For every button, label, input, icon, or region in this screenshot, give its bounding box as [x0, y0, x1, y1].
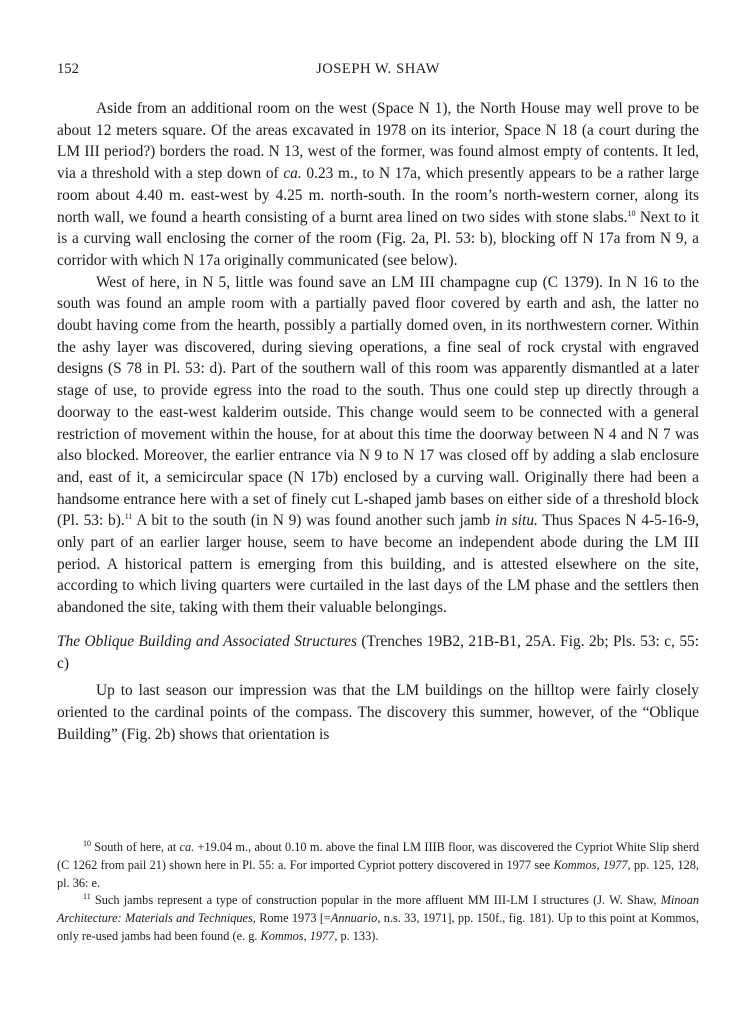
italic-text: ca. — [179, 840, 195, 854]
section-heading — [57, 631, 699, 674]
text-run: Rome 1973 [= — [255, 911, 331, 926]
footnote-10 — [57, 839, 699, 892]
footnote-11 — [57, 892, 699, 945]
footnote-ref: 11 — [83, 892, 91, 902]
page-header — [57, 61, 699, 83]
text-run: Up to last season our impression was that the LM buildings on the hilltop were fairly closely oriented to the cardinal points of the compass. The discovery this summer, however, of the “Oblique Building” (Fig. 2b) shows that orientation is — [57, 682, 699, 743]
text-run: Next to it is a curving wall enclosing the corner of the room (Fig. 2a, Pl. 53: b), blocking off N 17a from N 9, a corridor with which N 17a originally communicated (see below). — [57, 208, 699, 269]
italic-text: The Oblique Building and Associated Structures — [57, 632, 357, 650]
paragraph-3 — [57, 680, 699, 745]
footnotes — [57, 839, 699, 946]
text-run: +19.04 m., about 0.10 m. above the final LM IIIB floor, was discovered the Cypriot White Slip sherd (C 1262 from pail 21) shown here in Pl. 55: a. For imported Cypriot pottery discovered in 1977 see — [57, 840, 699, 872]
body-text — [57, 98, 699, 745]
text-run: Such jambs represent a type of construction popular in the more affluent MM III-LM I structures (J. W. Shaw, — [90, 893, 661, 908]
italic-text: in situ. — [495, 512, 538, 530]
text-run: p. 133). — [337, 928, 379, 943]
footnote-ref: 11 — [124, 512, 133, 522]
paragraph-1 — [57, 98, 699, 272]
text-run: (Trenches 19B2, 21B-B1, 25A. Fig. 2b; Pls. 53: c, 55: c) — [57, 632, 699, 672]
italic-text: Annuario, — [330, 911, 381, 926]
footnote-ref: 10 — [627, 208, 636, 218]
text-run: n.s. 33, 1971], pp. 150f., fig. 181). Up to this point at Kommos, only re-used jambs had been found (e. g. — [57, 911, 699, 943]
page-number: 152 — [57, 61, 79, 77]
text-run: 0.23 m., to N 17a, which presently appears to be a rather large room about 4.40 m. east-west by 4.25 m. north-south. In the room’s north-western corner, along its north wall, we found a hearth consisting of a burnt area lined on two sides with stone slabs. — [57, 165, 699, 226]
text-run: Thus Spaces N 4-5-16-9, only part of an earlier larger house, seem to have become an independent abode during the LM III period. A historical pattern is emerging from this building, and is attested elsewhere on the site, according to which living quarters were curtailed in the last days of the LM phase and the settlers then abandoned the site, taking with them their valuable belongings. — [57, 512, 700, 617]
italic-text: ca. — [283, 165, 302, 183]
footnote-ref: 10 — [83, 838, 91, 848]
paragraph-2 — [57, 272, 699, 619]
italic-text: Kommos, 1977, — [260, 928, 338, 943]
text-run: South of here, at — [91, 840, 180, 854]
text-run: Aside from an additional room on the west (Space N 1), the North House may well prove to be about 12 meters square. Of the areas excavated in 1978 on its interior, Space N 18 (a court during the LM III period?) borders the road. N 13, west of the former, was found almost empty of contents. It led, via a threshold with a step down of — [57, 100, 699, 183]
italic-text: Kommos, 1977, — [553, 857, 631, 872]
italic-text: Minoan Architecture: Materials and Techniques, — [57, 893, 699, 926]
running-head: JOSEPH W. SHAW — [316, 61, 440, 77]
text-run: pp. 125, 128, pl. 36: e. — [57, 857, 699, 890]
text-run: West of here, in N 5, little was found save an LM III champagne cup (C 1379). In N 16 to the south was found an ample room with a partially paved floor covered by earth and ash, the latter no doubt having come from the hearth, possibly a partially domed oven, in its northwestern corner. Within the ashy layer was discovered, during sieving operations, a fine seal of rock crystal with engraved designs (S 78 in Pl. 53: d). Part of the southern wall of this room was apparently dismantled at a later stage of use, to provide egress into the road to the south. Thus one could step up directly through a doorway to the east-west kalderim outside. This change would seem to be connected with a general restriction of movement within the house, for at about this time the doorway between N 4 and N 7 was also blocked. Moreover, the earlier entrance via N 9 to N 17 was closed off by adding a slab enclosure and, east of it, a semicircular space (N 17b) enclosed by a curving wall. Originally there had been a handsome entrance here with a set of finely cut L-shaped jamb bases on either side of a threshold block (Pl. 53: b). — [57, 273, 699, 530]
text-run: A bit to the south (in N 9) was found another such jamb — [132, 512, 496, 530]
